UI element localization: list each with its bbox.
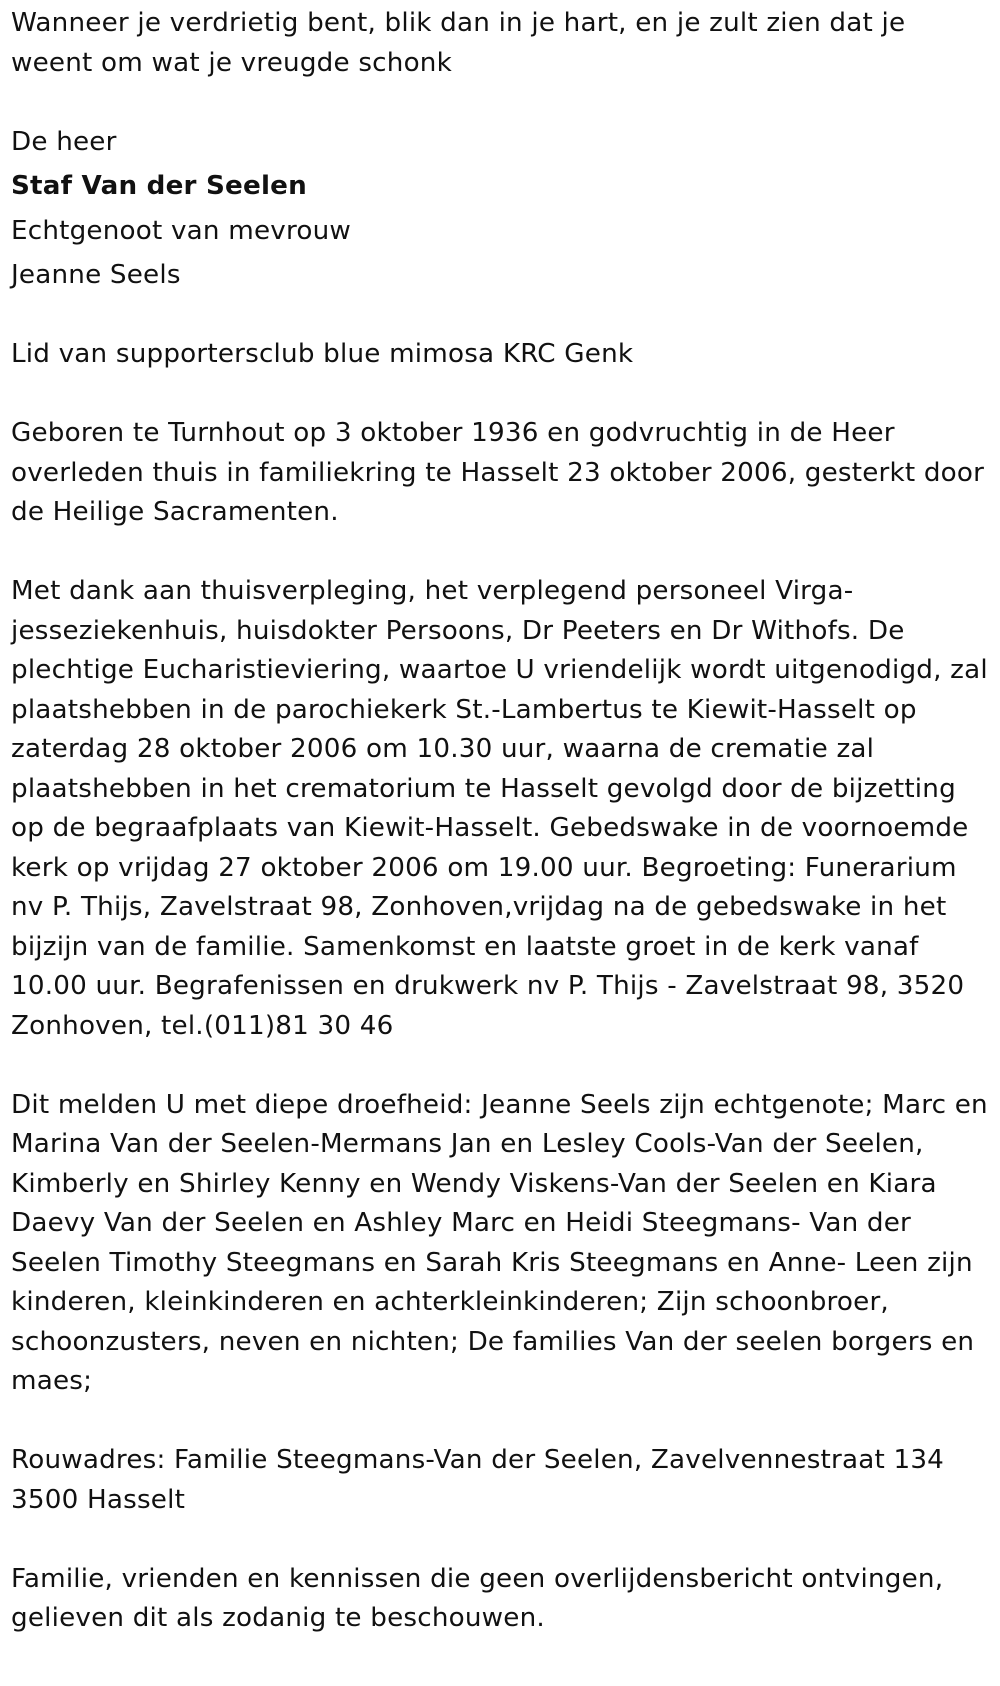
- spacer: [11, 1046, 990, 1086]
- membership: Lid van supportersclub blue mimosa KRC Genk: [11, 339, 634, 369]
- spouse-name: Jeanne Seels: [11, 260, 181, 290]
- deceased-name: Staf Van der Seelen: [11, 171, 307, 201]
- service-details-paragraph: Met dank aan thuisverpleging, het verplegend personeel Virga-jesseziekenhuis, huisdokter Persoons, Dr Peeters en Dr Withofs. De plechtige Eucharistieviering, waartoe U vriendelijk wordt uitgenodigd, zal plaatshebben in de parochiekerk St.-Lambertus te Kiewit-Hasselt op zaterdag 28 oktober 2006 om 10.30 uur, waarna de crematie zal plaatshebben in het crematorium te Hasselt gevolgd door de bijzetting op de begraafplaats van Kiewit-Hasselt. Gebedswake in de voornoemde kerk op vrijdag 27 oktober 2006 om 19.00 uur. Begroeting: Funerarium nv P. Thijs, Zavelstraat 98, Zonhoven,vrijdag na de gebedswake in het bijzijn van de familie. Samenkomst en laatste groet in de kerk vanaf 10.00 uur. Begrafenissen en drukwerk nv P. Thijs - Zavelstraat 98, 3520 Zonhoven, tel.(011)81 30 46: [11, 576, 988, 1041]
- spacer: [11, 533, 990, 573]
- opening-quote: Wanneer je verdrietig bent, blik dan in je hart, en je zult zien dat je weent om wat je vreugde schonk: [11, 8, 906, 78]
- spacer: [11, 1520, 990, 1560]
- closing-note: Familie, vrienden en kennissen die geen overlijdensbericht ontvingen, gelieven dit als zodanig te beschouwen.: [11, 1563, 944, 1633]
- mourning-address: Rouwadres: Familie Steegmans-Van der Seelen, Zavelvennestraat 134 3500 Hasselt: [11, 1445, 945, 1515]
- spacer: [11, 296, 990, 336]
- spouse-label: Echtgenoot van mevrouw: [11, 215, 351, 246]
- spacer: [11, 1402, 990, 1442]
- birth-death-paragraph: Geboren te Turnhout op 3 oktober 1936 en godvruchtig in de Heer overleden thuis in familiekring te Hasselt 23 oktober 2006, gesterkt door de Heilige Sacramenten.: [11, 418, 985, 527]
- salutation: De heer: [11, 126, 117, 157]
- spacer: [11, 83, 990, 123]
- spacer: [11, 375, 990, 415]
- announcement-paragraph: Dit melden U met diepe droefheid: Jeanne Seels zijn echtgenote; Marc en Marina Van der Seelen-Mermans Jan en Lesley Cools-Van der Seelen, Kimberly en Shirley Kenny en Wendy Viskens-Van der Seelen en Kiara Daevy Van der Seelen en Ashley Marc en Heidi Steegmans- Van der Seelen Timothy Steegmans en Sarah Kris Steegmans en Anne- Leen zijn kinderen, kleinkinderen en achterkleinkinderen; Zijn schoonbroer, schoonzusters, neven en nichten; De families Van der seelen borgers en maes;: [11, 1089, 988, 1396]
